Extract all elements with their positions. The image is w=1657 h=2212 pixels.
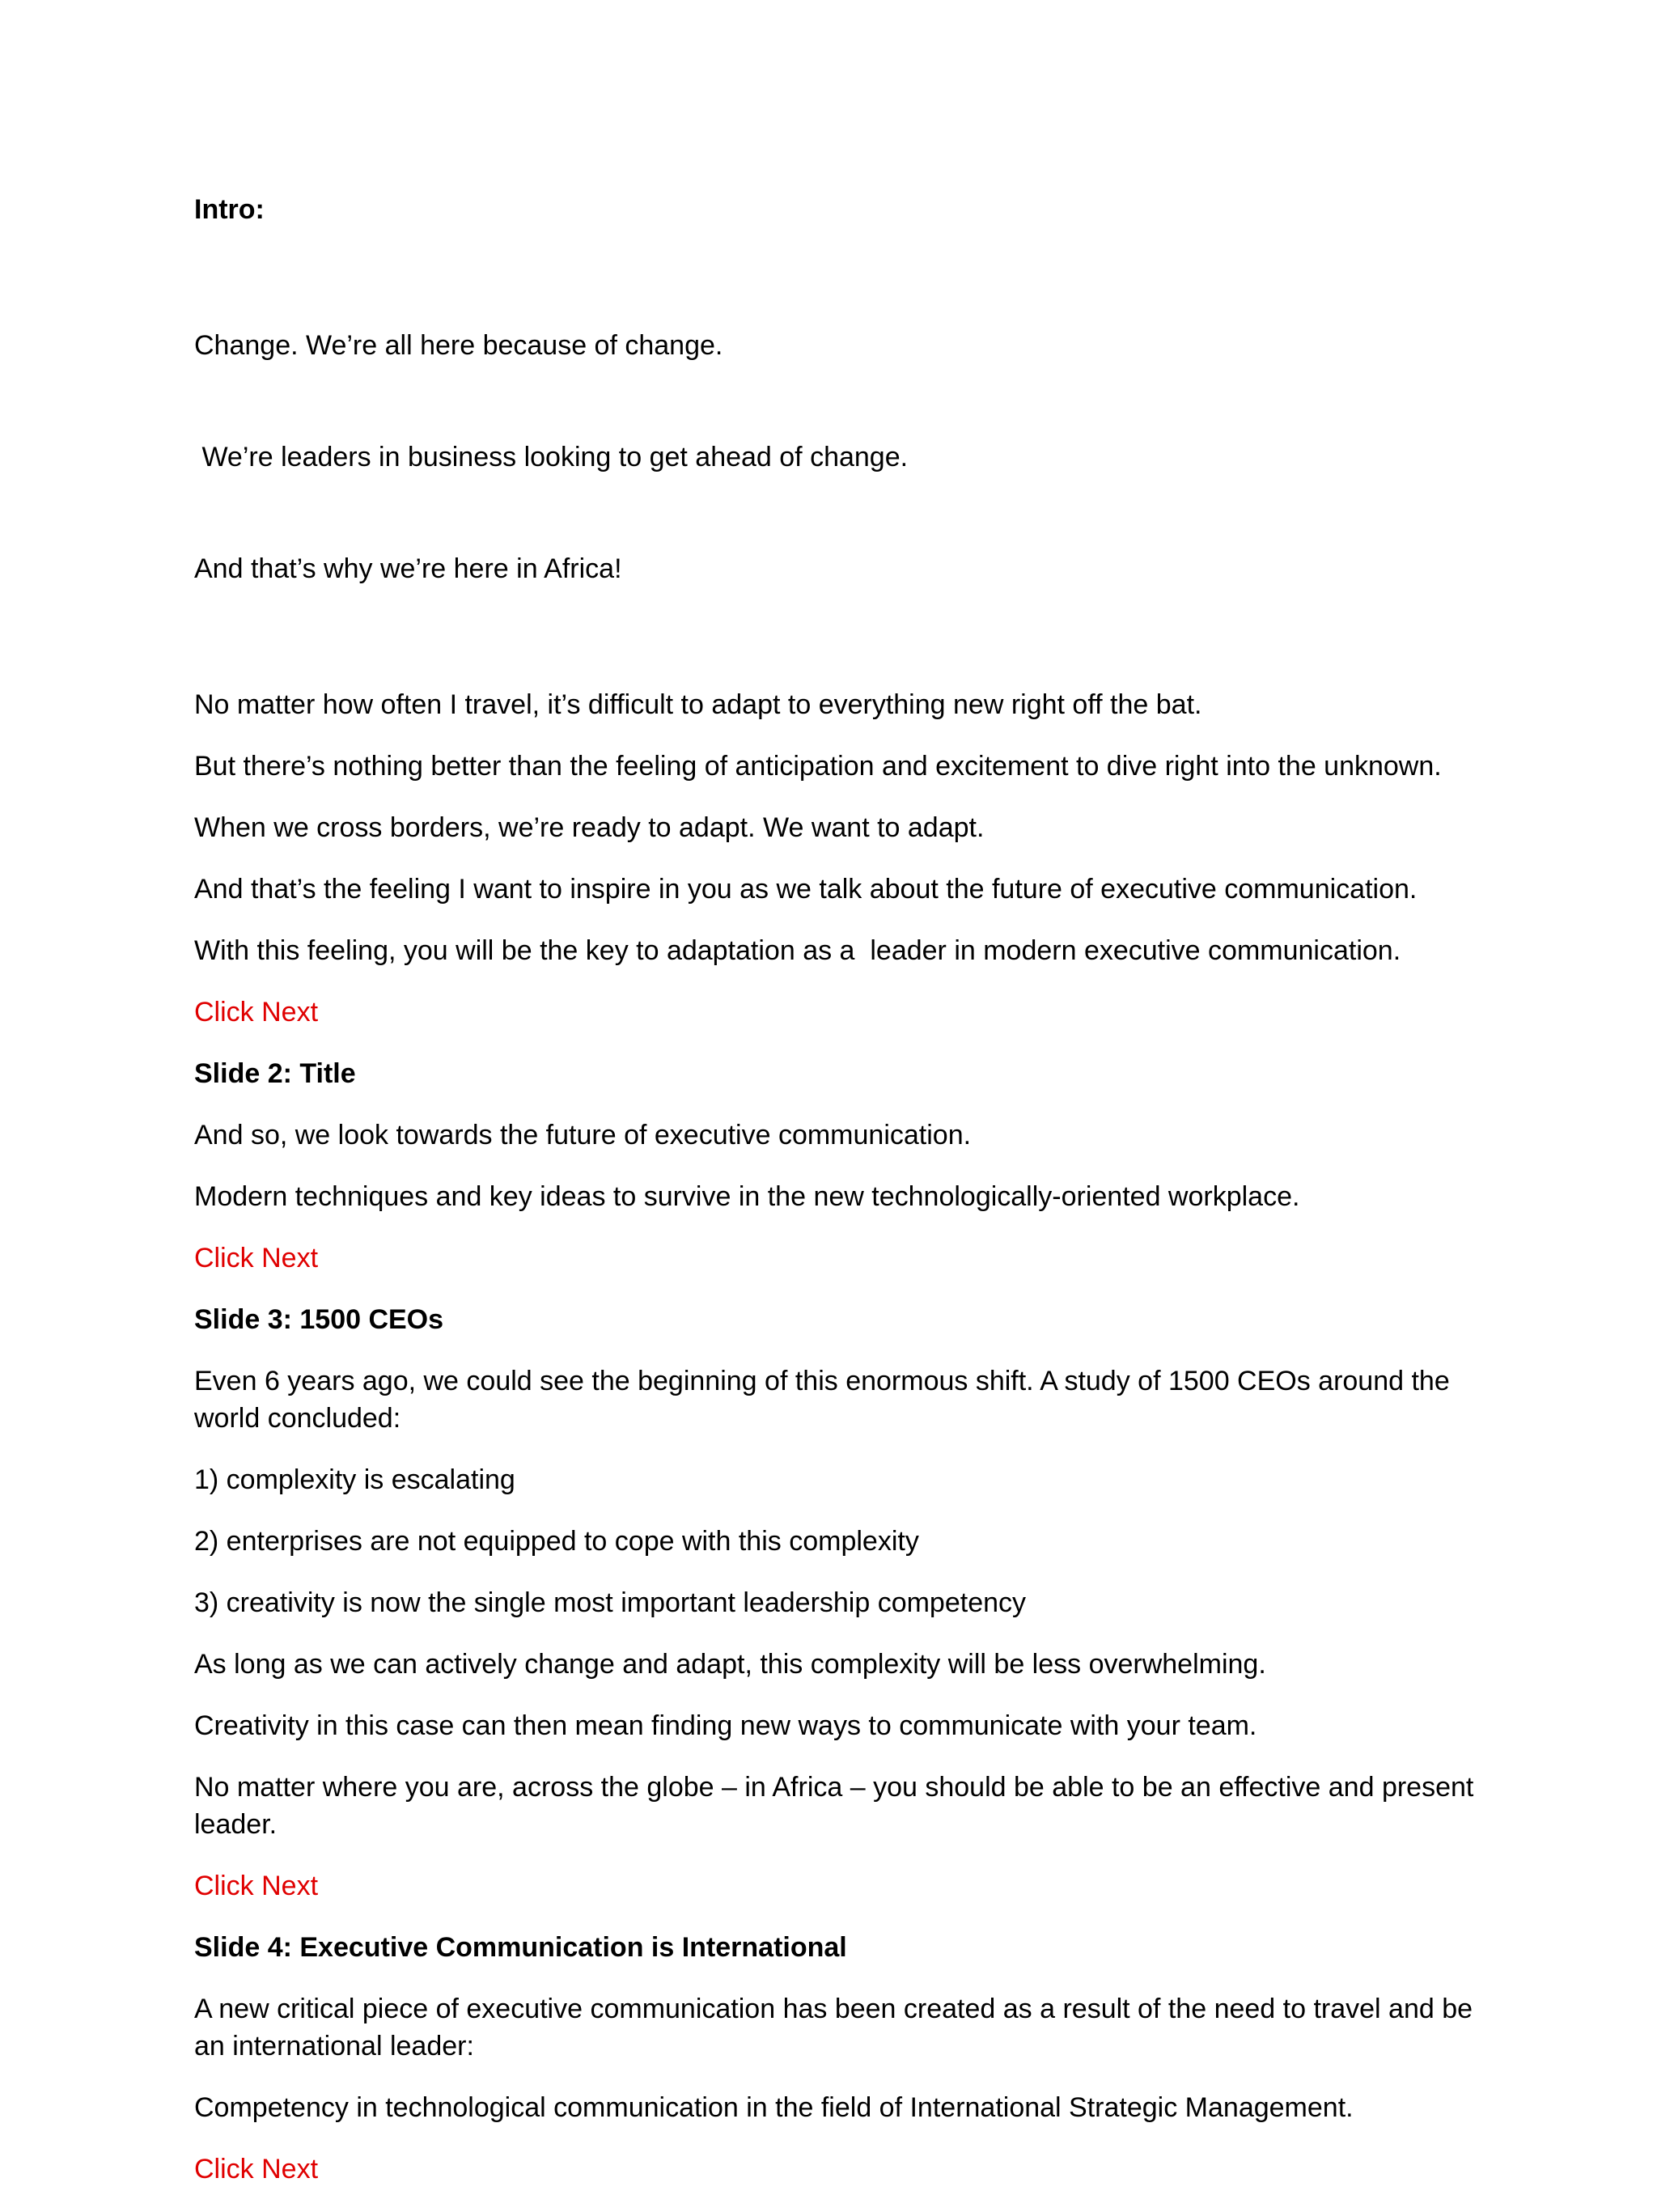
- paragraph: No matter how often I travel, it’s difficult to adapt to everything new right off the bat.: [194, 689, 1202, 720]
- paragraph: Competency in technological communication in the field of International Strategic Management.: [194, 2092, 1354, 2123]
- paragraph: Creativity in this case can then mean finding new ways to communicate with your team.: [194, 1710, 1257, 1741]
- paragraph: A new critical piece of executive communication has been created as a result of the need to travel and be an international leader:: [194, 1994, 1481, 2062]
- paragraph: Modern techniques and key ideas to survive in the new technologically-oriented workplace.: [194, 1181, 1300, 1212]
- paragraph: And that’s the feeling I want to inspire in you as we talk about the future of executive communication.: [194, 874, 1418, 905]
- click-next-cue: Click Next: [194, 1871, 319, 1901]
- paragraph: But there’s nothing better than the feeling of anticipation and excitement to dive right into the unknown.: [194, 751, 1442, 782]
- list-item: 2) enterprises are not equipped to cope with this complexity: [194, 1526, 919, 1557]
- paragraph: With this feeling, you will be the key to adaptation as a leader in modern executive communication.: [194, 935, 1401, 966]
- intro-line: And that’s why we’re here in Africa!: [194, 553, 622, 584]
- paragraph: When we cross borders, we’re ready to adapt. We want to adapt.: [194, 812, 985, 843]
- intro-line: Change. We’re all here because of change.: [194, 330, 723, 361]
- list-item: 1) complexity is escalating: [194, 1464, 515, 1495]
- paragraph: As long as we can actively change and adapt, this complexity will be less overwhelming.: [194, 1649, 1266, 1680]
- click-next-cue: Click Next: [194, 2154, 319, 2184]
- section-heading-slide-3: Slide 3: 1500 CEOs: [194, 1304, 444, 1335]
- click-next-cue: Click Next: [194, 997, 319, 1028]
- section-heading-intro: Intro:: [194, 194, 265, 225]
- paragraph: Even 6 years ago, we could see the beginning of this enormous shift. A study of 1500 CEOs around the world concluded:: [194, 1366, 1458, 1434]
- section-heading-slide-2: Slide 2: Title: [194, 1058, 356, 1089]
- intro-line: We’re leaders in business looking to get ahead of change.: [194, 442, 909, 472]
- click-next-cue: Click Next: [194, 1243, 319, 1273]
- section-heading-slide-4: Slide 4: Executive Communication is International: [194, 1932, 847, 1963]
- paragraph: And so, we look towards the future of executive communication.: [194, 1120, 972, 1150]
- document-page: [194, 191, 1489, 2212]
- paragraph: No matter where you are, across the globe – in Africa – you should be able to be an effective and present leader.: [194, 1772, 1481, 1840]
- list-item: 3) creativity is now the single most important leadership competency: [194, 1587, 1027, 1618]
- intro-opening-paragraph: [194, 252, 1489, 662]
